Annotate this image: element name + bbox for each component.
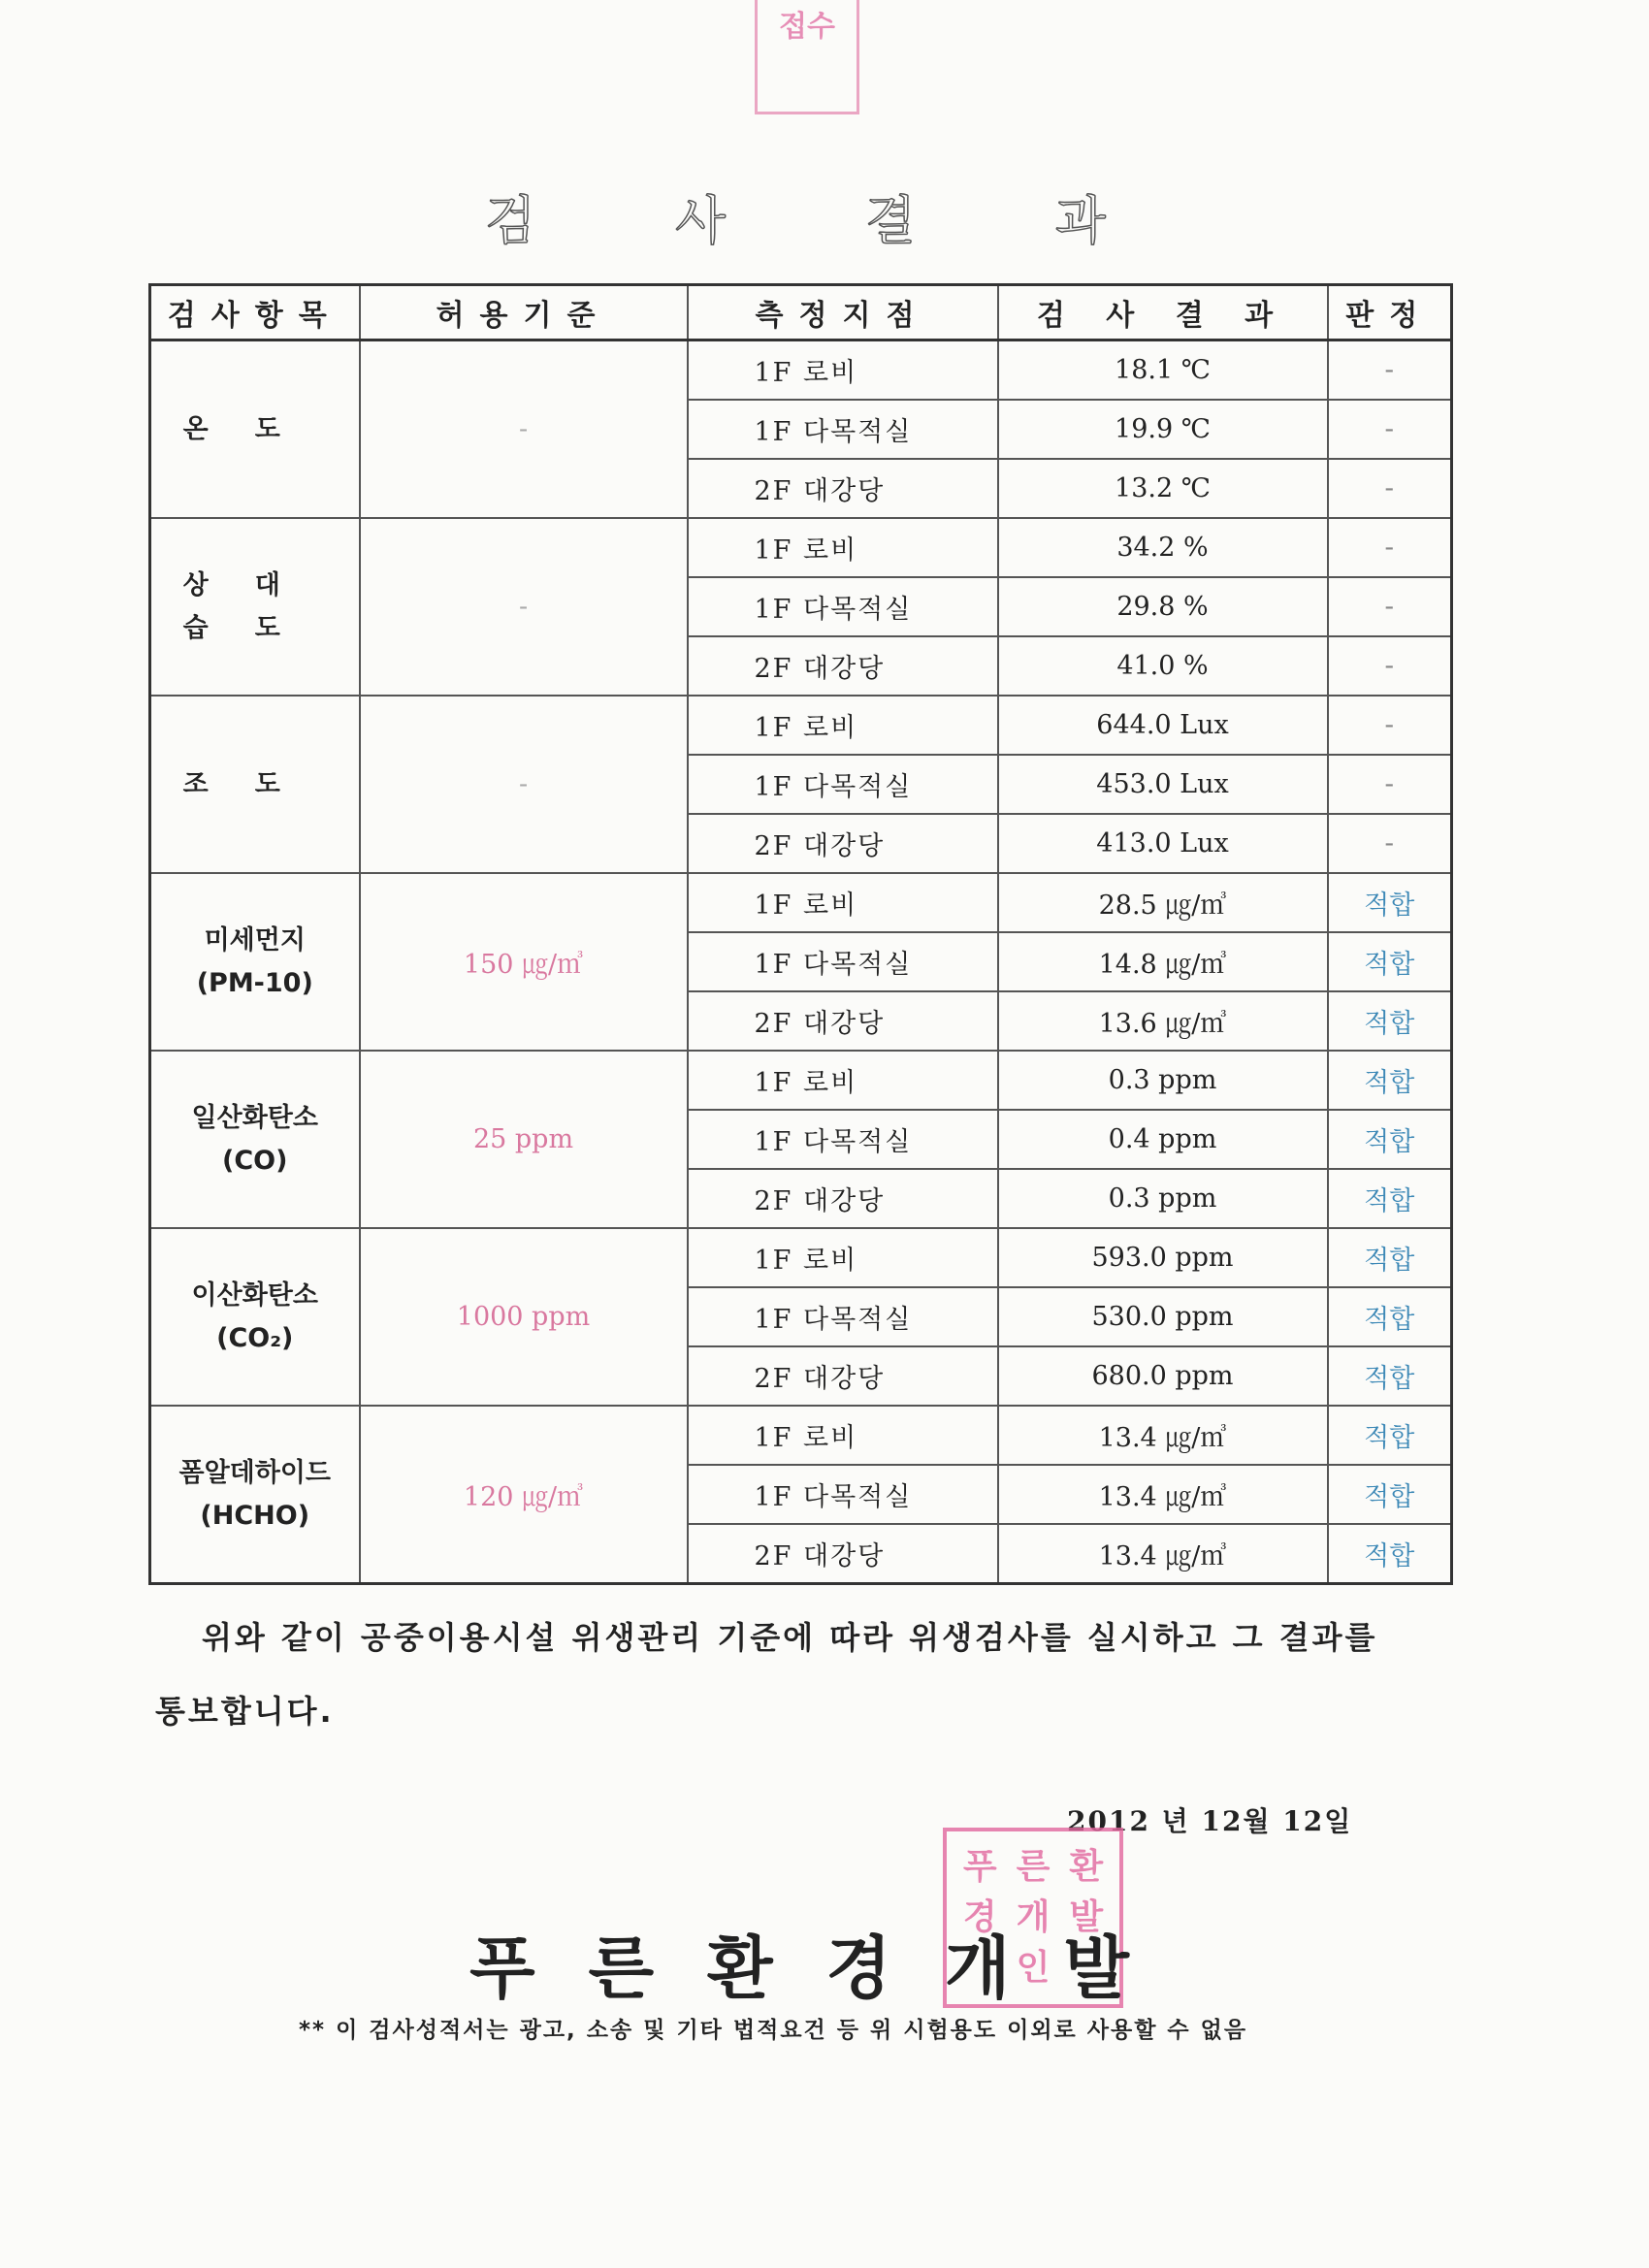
result-cell: 34.2 %	[998, 518, 1328, 577]
result-cell: 19.9 ℃	[998, 400, 1328, 459]
location-cell: 2F 대강당	[688, 814, 998, 873]
table-row	[150, 696, 1452, 755]
result-cell: 644.0 Lux	[998, 696, 1328, 755]
location-cell: 1F 다목적실	[688, 1465, 998, 1524]
judgment-cell: -	[1328, 459, 1452, 518]
standard-cell: -	[360, 696, 688, 873]
company-char: 른	[588, 1928, 655, 2008]
seal-char: 발	[1069, 1897, 1104, 1937]
item-name: 온도	[182, 413, 327, 444]
table-header-row	[150, 285, 1452, 340]
location-cell: 1F 다목적실	[688, 400, 998, 459]
item-name: 미세먼지	[204, 924, 306, 956]
judgment-cell: 적합	[1328, 1524, 1452, 1584]
item-cell	[150, 518, 360, 696]
result-cell: 13.6 ㎍/㎥	[998, 991, 1328, 1051]
location-cell: 1F 다목적실	[688, 577, 998, 636]
result-cell: 13.4 ㎍/㎥	[998, 1524, 1328, 1584]
judgment-cell: 적합	[1328, 873, 1452, 932]
result-cell: 13.4 ㎍/㎥	[998, 1465, 1328, 1524]
judgment-cell: 적합	[1328, 1051, 1452, 1110]
item-cell	[150, 873, 360, 1051]
result-cell: 453.0 Lux	[998, 755, 1328, 814]
standard-cell: -	[360, 340, 688, 519]
location-cell: 1F 로비	[688, 518, 998, 577]
item-cell	[150, 1406, 360, 1584]
judgment-cell: -	[1328, 518, 1452, 577]
location-cell: 1F 다목적실	[688, 932, 998, 991]
judgment-cell: 적합	[1328, 932, 1452, 991]
item-abbrev: (HCHO)	[200, 1500, 310, 1531]
table-row	[150, 1051, 1452, 1110]
result-cell: 593.0 ppm	[998, 1228, 1328, 1287]
judgment-cell: 적합	[1328, 991, 1452, 1051]
item-name: 이산화탄소	[191, 1280, 318, 1311]
item-name: 조도	[182, 768, 327, 799]
title-char: 결	[864, 189, 917, 251]
company-name	[469, 1919, 1129, 2006]
header-result: 검 사 결 과	[998, 285, 1328, 340]
item-abbrev: (CO)	[222, 1145, 288, 1176]
judgment-cell: 적합	[1328, 1346, 1452, 1406]
result-cell: 680.0 ppm	[998, 1346, 1328, 1406]
reception-stamp	[755, 0, 859, 114]
title-char: 과	[1054, 189, 1106, 251]
result-cell: 28.5 ㎍/㎥	[998, 873, 1328, 932]
issue-date: 2012 년 12월 12일	[1067, 1805, 1353, 1837]
notice-text: 위와 같이 공중이용시설 위생관리 기준에 따라 위생검사를 실시하고 그 결과를 통보합니다.	[155, 1619, 1378, 1730]
judgment-cell: 적합	[1328, 1287, 1452, 1346]
judgment-cell: -	[1328, 696, 1452, 755]
item-name: 상대습도	[182, 569, 327, 643]
result-cell: 0.3 ppm	[998, 1051, 1328, 1110]
item-name: 폼알데하이드	[178, 1457, 331, 1488]
result-cell: 29.8 %	[998, 577, 1328, 636]
table-row	[150, 1228, 1452, 1287]
location-cell: 2F 대강당	[688, 991, 998, 1051]
company-char: 경	[825, 1928, 892, 2008]
seal-char: 푸	[962, 1847, 997, 1887]
item-abbrev: (CO₂)	[216, 1322, 294, 1353]
result-cell: 13.4 ㎍/㎥	[998, 1406, 1328, 1465]
judgment-cell: -	[1328, 755, 1452, 814]
judgment-cell: -	[1328, 340, 1452, 401]
location-cell: 2F 대강당	[688, 1524, 998, 1584]
header-standard: 허용기준	[360, 285, 688, 340]
judgment-cell: -	[1328, 400, 1452, 459]
location-cell: 1F 로비	[688, 340, 998, 401]
judgment-cell: 적합	[1328, 1465, 1452, 1524]
item-cell	[150, 1228, 360, 1406]
seal-char: 개	[1016, 1897, 1051, 1937]
results-table	[148, 283, 1453, 1585]
judgment-cell: -	[1328, 577, 1452, 636]
location-cell: 2F 대강당	[688, 459, 998, 518]
judgment-cell: 적합	[1328, 1228, 1452, 1287]
location-cell: 2F 대강당	[688, 1346, 998, 1406]
location-cell: 1F 로비	[688, 696, 998, 755]
seal-char: 른	[1016, 1847, 1051, 1887]
standard-cell: 120 ㎍/㎥	[360, 1406, 688, 1584]
result-cell: 0.3 ppm	[998, 1169, 1328, 1228]
result-cell: 413.0 Lux	[998, 814, 1328, 873]
table-row	[150, 873, 1452, 932]
reception-stamp-text: 접수	[779, 10, 835, 44]
location-cell: 1F 로비	[688, 1228, 998, 1287]
document-title	[485, 182, 1106, 250]
item-name: 일산화탄소	[191, 1102, 318, 1133]
location-cell: 2F 대강당	[688, 1169, 998, 1228]
item-cell	[150, 1051, 360, 1228]
company-char: 푸	[469, 1928, 535, 2008]
result-cell: 41.0 %	[998, 636, 1328, 696]
header-item: 검사항목	[150, 285, 360, 340]
table-body	[150, 340, 1452, 1584]
result-cell: 13.2 ℃	[998, 459, 1328, 518]
location-cell: 2F 대강당	[688, 636, 998, 696]
header-judgment: 판정	[1328, 285, 1452, 340]
company-char: 개	[944, 1928, 1011, 2008]
standard-cell: -	[360, 518, 688, 696]
item-cell	[150, 696, 360, 873]
title-char: 검	[485, 189, 536, 251]
location-cell: 1F 다목적실	[688, 755, 998, 814]
seal-char: 경	[962, 1897, 997, 1937]
table-row	[150, 518, 1452, 577]
standard-cell: 25 ppm	[360, 1051, 688, 1228]
result-cell: 18.1 ℃	[998, 340, 1328, 401]
standard-cell: 150 ㎍/㎥	[360, 873, 688, 1051]
header-location: 측정지점	[688, 285, 998, 340]
company-char: 발	[1063, 1928, 1129, 2008]
table-row	[150, 1406, 1452, 1465]
location-cell: 1F 다목적실	[688, 1110, 998, 1169]
item-abbrev: (PM-10)	[196, 967, 313, 998]
result-cell: 0.4 ppm	[998, 1110, 1328, 1169]
item-cell	[150, 340, 360, 519]
judgment-cell: 적합	[1328, 1406, 1452, 1465]
location-cell: 1F 로비	[688, 1406, 998, 1465]
judgment-cell: -	[1328, 636, 1452, 696]
location-cell: 1F 로비	[688, 873, 998, 932]
title-char: 사	[674, 189, 727, 251]
table-row	[150, 340, 1452, 401]
judgment-cell: 적합	[1328, 1169, 1452, 1228]
judgment-cell: -	[1328, 814, 1452, 873]
location-cell: 1F 로비	[688, 1051, 998, 1110]
seal-char: 인	[1016, 1948, 1051, 1988]
result-cell: 530.0 ppm	[998, 1287, 1328, 1346]
footnote: ** 이 검사성적서는 광고, 소송 및 기타 법적요건 등 위 시험용도 이외로 사용할 수 없음	[299, 2018, 1248, 2043]
seal-char: 환	[1069, 1847, 1104, 1887]
judgment-cell: 적합	[1328, 1110, 1452, 1169]
company-char: 환	[706, 1928, 773, 2008]
result-cell: 14.8 ㎍/㎥	[998, 932, 1328, 991]
location-cell: 1F 다목적실	[688, 1287, 998, 1346]
standard-cell: 1000 ppm	[360, 1228, 688, 1406]
